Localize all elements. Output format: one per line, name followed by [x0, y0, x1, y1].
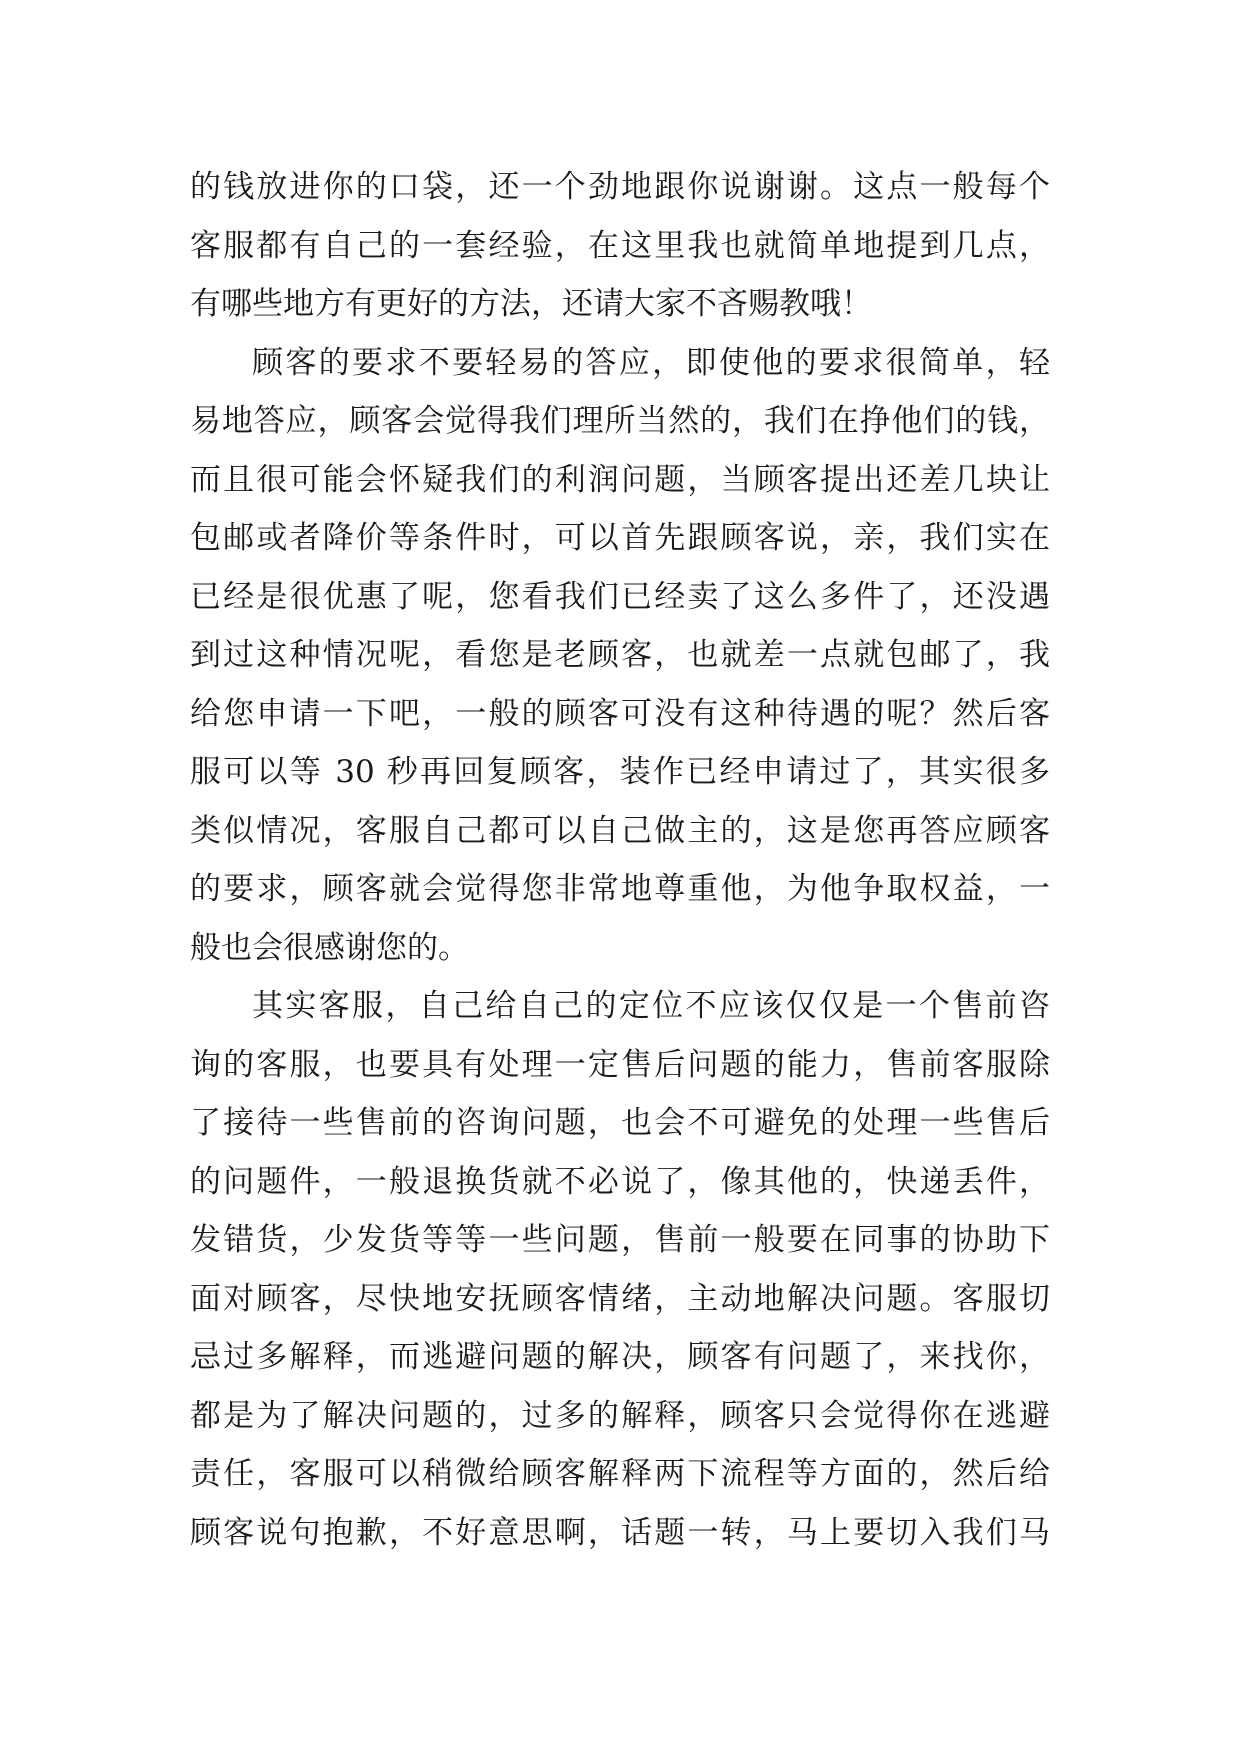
text-line: 责任，客服可以稍微给顾客解释两下流程等方面的，然后给	[190, 1456, 1050, 1492]
text-line: 给您申请一下吧，一般的顾客可没有这种待遇的呢？然后客	[190, 695, 1050, 732]
text-line: 类似情况，客服自己都可以自己做主的，这是您再答应顾客	[190, 812, 1050, 849]
text-line: 都是为了解决问题的，过多的解释，顾客只会觉得你在逃避	[190, 1397, 1050, 1434]
text-line: 的钱放进你的口袋，还一个劲地跟你说谢谢。这点一般每个	[190, 169, 1050, 205]
text-line: 面对顾客，尽快地安抚顾客情绪，主动地解决问题。客服切	[190, 1280, 1050, 1317]
text-line: 发错货，少发货等等一些问题，售前一般要在同事的协助下	[190, 1222, 1050, 1258]
text-line: 的问题件，一般退换货就不必说了，像其他的，快递丢件，	[190, 1163, 1050, 1200]
text-line: 询的客服，也要具有处理一定售后问题的能力，售前客服除	[190, 1046, 1050, 1083]
text-line: 的要求，顾客就会觉得您非常地尊重他，为他争取权益，一	[190, 871, 1050, 907]
text-line: 了接待一些售前的咨询问题，也会不可避免的处理一些售后	[190, 1105, 1050, 1141]
text-line: 而且很可能会怀疑我们的利润问题，当顾客提出还差几块让	[190, 461, 1050, 498]
text-line: 有哪些地方有更好的方法，还请大家不吝赐教哦！	[190, 286, 872, 322]
text-line: 服可以等 30 秒再回复顾客，装作已经申请过了，其实很多	[190, 754, 1050, 790]
text-line: 顾客的要求不要轻易的答应，即使他的要求很简单，轻	[252, 344, 1050, 381]
text-line: 忌过多解释，而逃避问题的解决，顾客有问题了，来找你，	[190, 1339, 1050, 1375]
text-line: 已经是很优惠了呢，您看我们已经卖了这么多件了，还没遇	[190, 578, 1050, 615]
text-line: 客服都有自己的一套经验，在这里我也就简单地提到几点，	[190, 227, 1050, 264]
text-line: 般也会很感谢您的。	[190, 929, 469, 966]
text-line: 其实客服，自己给自己的定位不应该仅仅是一个售前咨	[252, 988, 1050, 1024]
text-line: 易地答应，顾客会觉得我们理所当然的，我们在挣他们的钱，	[190, 403, 1050, 439]
document-body	[190, 158, 1050, 1562]
text-line: 到过这种情况呢，看您是老顾客，也就差一点就包邮了，我	[190, 637, 1050, 673]
text-line: 顾客说句抱歉，不好意思啊，话题一转，马上要切入我们马	[190, 1514, 1050, 1551]
text-line: 包邮或者降价等条件时，可以首先跟顾客说，亲，我们实在	[190, 520, 1050, 556]
